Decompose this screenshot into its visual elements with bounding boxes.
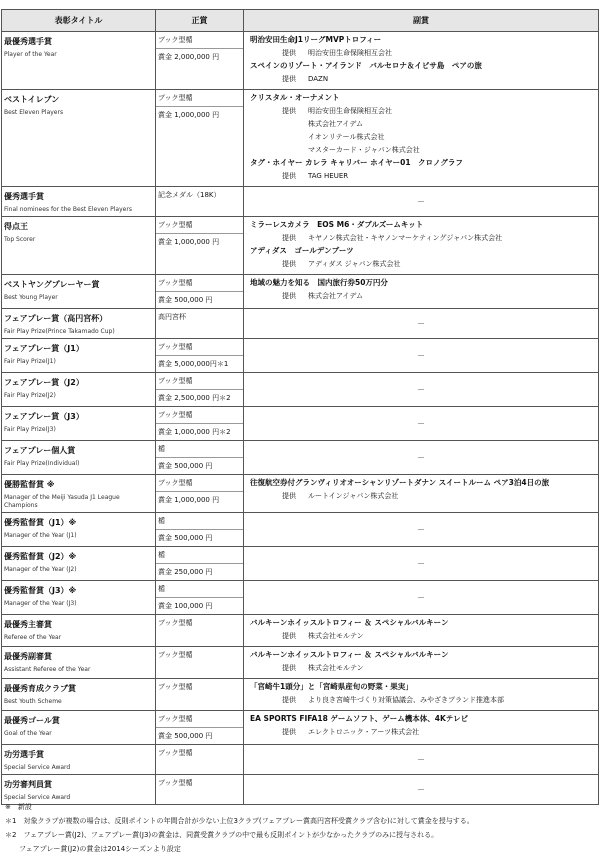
- sub-prize-sponsor-line: [250, 663, 594, 676]
- award-name: 得点王: [4, 222, 28, 231]
- sub-prize-cell: [244, 647, 599, 679]
- award-name: 優秀監督賞（J1）※: [4, 518, 77, 527]
- sponsor-name: アディダス ジャパン株式会社: [308, 260, 401, 268]
- sub-prize-item: バルキーンホイッスルトロフィー ＆ スペシャルバルキーン: [250, 618, 449, 627]
- no-sub-prize: －: [244, 513, 599, 547]
- award-english-name: Goal of the Year: [4, 730, 52, 737]
- award-row: [2, 679, 599, 711]
- sub-prize-sponsor-line: [250, 727, 594, 740]
- award-title-cell: [2, 275, 156, 309]
- award-name: フェアプレー賞（J3）: [4, 412, 84, 421]
- main-prize-line: ブック型楯: [158, 221, 193, 229]
- award-title-cell: [2, 407, 156, 441]
- award-title-cell: [2, 513, 156, 547]
- header-row: [2, 10, 599, 32]
- footnote-line: ※ 新設: [5, 803, 32, 811]
- sponsor-label: 提供: [282, 728, 296, 736]
- award-row: [2, 711, 599, 745]
- award-english-name: Manager of the Year (J1): [4, 532, 77, 539]
- main-prize-line: 楯: [158, 517, 165, 525]
- sub-prize-item: EA SPORTS FIFA18 ゲームソフト、ゲーム機本体、4Kテレビ: [250, 714, 469, 723]
- main-prize-line: 賞金 500,000 円: [156, 727, 243, 744]
- main-prize-cell: [156, 513, 244, 547]
- main-prize-line: 楯: [158, 445, 165, 453]
- sponsor-name: 株式会社モルテン: [308, 632, 364, 640]
- main-prize-cell: [156, 217, 244, 275]
- main-prize-line: 記念メダル（18K）: [158, 191, 221, 199]
- sponsor-name: TAG HEUER: [308, 172, 349, 180]
- main-prize-line: 賞金 500,000 円: [156, 457, 243, 474]
- award-title-cell: [2, 90, 156, 187]
- main-prize-line: 賞金 500,000 円: [156, 529, 243, 546]
- sponsor-label: 提供: [282, 75, 296, 83]
- main-prize-cell: [156, 90, 244, 187]
- header-main-prize: 正賞: [156, 10, 244, 32]
- no-sub-prize: －: [244, 187, 599, 217]
- no-sub-prize: －: [244, 547, 599, 581]
- award-title-cell: [2, 441, 156, 475]
- award-row: [2, 90, 599, 187]
- award-english-name: Manager of the Year (J2): [4, 566, 77, 573]
- sub-prize-item: ミラーレスカメラ EOS M6・ダブルズームキット: [250, 220, 424, 229]
- award-row: [2, 32, 599, 90]
- award-row: [2, 745, 599, 775]
- award-row: [2, 187, 599, 217]
- main-prize-line: ブック型楯: [158, 683, 193, 691]
- sub-prize-cell: [244, 615, 599, 647]
- no-sub-prize: －: [244, 775, 599, 805]
- sub-prize-item: 地域の魅力を知る 国内旅行券50万円分: [250, 278, 388, 287]
- award-name: フェアプレー賞（高円宮杯）: [4, 314, 108, 323]
- main-prize-cell: [156, 187, 244, 217]
- main-prize-cell: [156, 615, 244, 647]
- award-title-cell: [2, 373, 156, 407]
- award-english-name: Best Eleven Players: [4, 109, 64, 116]
- main-prize-line: 賞金 1,000,000 円: [156, 491, 243, 508]
- award-row: [2, 581, 599, 615]
- award-name: フェアプレー個人賞: [4, 446, 76, 455]
- award-title-cell: [2, 339, 156, 373]
- no-sub-prize: －: [244, 407, 599, 441]
- footnote-line: ＊1 対象クラブが複数の場合は、反則ポイントの年間合計が少ない上位3クラブ(フェアプレー賞高円宮杯受賞クラブ含む)に対して賞金を授与する。: [5, 817, 474, 825]
- award-name: 最優秀主審賞: [4, 620, 52, 629]
- awards-body: [2, 32, 599, 805]
- sponsor-name: エレクトロニック・アーツ株式会社: [308, 728, 420, 736]
- sponsor-name: 株式会社モルテン: [308, 664, 364, 672]
- sub-prize-sponsor-line: [250, 145, 594, 158]
- sponsor-name: イオンリテール株式会社: [308, 133, 385, 141]
- main-prize-cell: [156, 407, 244, 441]
- sub-prize-cell: [244, 711, 599, 745]
- main-prize-line: ブック型楯: [158, 36, 193, 44]
- sub-prize-item: タグ・ホイヤー カレラ キャリバー ホイヤー01 クロノグラフ: [250, 158, 463, 167]
- sponsor-name: 明治安田生命保険相互会社: [308, 107, 392, 115]
- award-title-cell: [2, 647, 156, 679]
- sponsor-name: 株式会社アイデム: [308, 120, 364, 128]
- award-english-name: Fair Play Prize(J1): [4, 358, 56, 365]
- award-title-cell: [2, 615, 156, 647]
- sub-prize-cell: [244, 32, 599, 90]
- sponsor-label: 提供: [282, 292, 296, 300]
- award-name: 功労審判員賞: [4, 780, 52, 789]
- award-row: [2, 475, 599, 513]
- award-name: 最優秀選手賞: [4, 37, 52, 46]
- award-name: フェアプレー賞（J2）: [4, 378, 84, 387]
- main-prize-line: 賞金 100,000 円: [156, 597, 243, 614]
- sponsor-name: ルートインジャパン株式会社: [308, 492, 399, 500]
- award-name: 最優秀ゴール賞: [4, 716, 60, 725]
- award-row: [2, 275, 599, 309]
- main-prize-line: 賞金 5,000,000円＊1: [156, 355, 243, 372]
- sub-prize-sponsor-line: [250, 259, 594, 272]
- award-name: 最優秀副審賞: [4, 652, 52, 661]
- award-english-name: Player of the Year: [4, 51, 57, 58]
- award-english-name: Fair Play Prize(Prince Takamado Cup): [4, 328, 115, 335]
- award-row: [2, 647, 599, 679]
- main-prize-cell: [156, 475, 244, 513]
- main-prize-line: 楯: [158, 551, 165, 559]
- sponsor-label: 提供: [282, 632, 296, 640]
- award-english-name: Final nominees for the Best Eleven Players: [4, 206, 132, 213]
- sub-prize-item: バルキーンホイッスルトロフィー ＆ スペシャルバルキーン: [250, 650, 449, 659]
- sub-prize-sponsor-line: [250, 291, 594, 304]
- main-prize-line: 賞金 1,000,000 円＊2: [156, 423, 243, 440]
- sub-prize-sponsor-line: [250, 48, 594, 61]
- award-english-name: Fair Play Prize(J3): [4, 426, 56, 433]
- sponsor-label: 提供: [282, 664, 296, 672]
- sponsor-label: 提供: [282, 260, 296, 268]
- award-row: [2, 373, 599, 407]
- header-title: 表彰タイトル: [2, 10, 156, 32]
- main-prize-cell: [156, 275, 244, 309]
- sub-prize-cell: [244, 217, 599, 275]
- award-english-name: Best Youth Scheme: [4, 698, 62, 705]
- header-sub-prize: 副賞: [244, 10, 599, 32]
- main-prize-line: 賞金 500,000 円: [156, 291, 243, 308]
- award-english-name: Manager of the Meiji Yasuda J1 League Champions: [4, 494, 120, 509]
- main-prize-cell: [156, 547, 244, 581]
- award-title-cell: [2, 711, 156, 745]
- sub-prize-cell: [244, 679, 599, 711]
- main-prize-line: ブック型楯: [158, 279, 193, 287]
- footnote-line: フェアプレー賞(J2)の賞金は2014シーズンより設定: [5, 845, 181, 853]
- award-english-name: Referee of the Year: [4, 634, 62, 641]
- award-row: [2, 513, 599, 547]
- sponsor-name: より良き宮崎牛づくり対策協議会、みやざきブランド推進本部: [308, 696, 504, 704]
- sponsor-name: キヤノン株式会社・キヤノンマーケティングジャパン株式会社: [308, 234, 503, 242]
- sub-prize-cell: [244, 275, 599, 309]
- main-prize-line: ブック型楯: [158, 343, 193, 351]
- award-row: [2, 615, 599, 647]
- award-title-cell: [2, 745, 156, 775]
- main-prize-line: ブック型楯: [158, 715, 193, 723]
- main-prize-cell: [156, 32, 244, 90]
- award-english-name: Special Service Award: [4, 794, 71, 801]
- award-name: フェアプレー賞（J1）: [4, 344, 84, 353]
- main-prize-line: ブック型楯: [158, 749, 193, 757]
- award-title-cell: [2, 309, 156, 339]
- sub-prize-sponsor-line: [250, 106, 594, 119]
- sponsor-name: マスターカード・ジャパン株式会社: [308, 146, 420, 154]
- award-title-cell: [2, 581, 156, 615]
- award-title-cell: [2, 679, 156, 711]
- main-prize-line: ブック型楯: [158, 779, 193, 787]
- award-row: [2, 217, 599, 275]
- award-english-name: Assistant Referee of the Year: [4, 666, 91, 673]
- sponsor-name: 株式会社アイデム: [308, 292, 364, 300]
- footnotes: [5, 800, 595, 856]
- main-prize-line: 賞金 2,500,000 円＊2: [156, 389, 243, 406]
- sub-prize-sponsor-line: [250, 491, 594, 504]
- award-name: 優秀選手賞: [4, 192, 44, 201]
- main-prize-cell: [156, 711, 244, 745]
- main-prize-cell: [156, 679, 244, 711]
- sponsor-label: 提供: [282, 107, 296, 115]
- sponsor-name: 明治安田生命保険相互会社: [308, 49, 392, 57]
- award-row: [2, 547, 599, 581]
- award-name: ベストヤングプレーヤー賞: [4, 280, 100, 289]
- sub-prize-sponsor-line: [250, 631, 594, 644]
- award-row: [2, 441, 599, 475]
- award-row: [2, 309, 599, 339]
- award-title-cell: [2, 32, 156, 90]
- sub-prize-cell: [244, 475, 599, 513]
- main-prize-cell: [156, 745, 244, 775]
- sub-prize-sponsor-line: [250, 74, 594, 87]
- award-title-cell: [2, 187, 156, 217]
- sponsor-name: DAZN: [308, 75, 329, 83]
- sub-prize-item: スペインのリゾート・アイランド バルセロナ＆イビサ島 ペアの旅: [250, 61, 482, 70]
- main-prize-cell: [156, 309, 244, 339]
- sponsor-label: 提供: [282, 696, 296, 704]
- main-prize-cell: [156, 339, 244, 373]
- sub-prize-item: クリスタル・オーナメント: [250, 93, 340, 102]
- sponsor-label: 提供: [282, 234, 296, 242]
- main-prize-line: 高円宮杯: [158, 313, 186, 321]
- award-english-name: Best Young Player: [4, 294, 58, 301]
- sub-prize-cell: [244, 90, 599, 187]
- award-title-cell: [2, 547, 156, 581]
- sub-prize-item: 往復航空券付グランヴィリオオーシャンリゾートダナン スイートルーム ペア3泊4日の旅: [250, 478, 550, 487]
- main-prize-line: ブック型楯: [158, 479, 193, 487]
- main-prize-line: ブック型楯: [158, 94, 193, 102]
- sponsor-label: 提供: [282, 49, 296, 57]
- footnote-line: ＊2 フェアプレー賞(J2)、フェアプレー賞(J3)の賞金は、同賞受賞クラブの中で最も反則ポイントが少なかったクラブのみに授与される。: [5, 831, 439, 839]
- no-sub-prize: －: [244, 339, 599, 373]
- sub-prize-sponsor-line: [250, 132, 594, 145]
- award-english-name: Top Scorer: [4, 236, 36, 243]
- award-name: 優勝監督賞 ※: [4, 480, 55, 489]
- no-sub-prize: －: [244, 309, 599, 339]
- main-prize-line: ブック型楯: [158, 377, 193, 385]
- no-sub-prize: －: [244, 373, 599, 407]
- award-name: 功労選手賞: [4, 750, 44, 759]
- main-prize-line: 賞金 1,000,000 円: [156, 233, 243, 250]
- main-prize-line: ブック型楯: [158, 411, 193, 419]
- sub-prize-sponsor-line: [250, 233, 594, 246]
- award-name: 優秀監督賞（J3）※: [4, 586, 77, 595]
- main-prize-line: ブック型楯: [158, 651, 193, 659]
- award-name: 最優秀育成クラブ賞: [4, 684, 76, 693]
- main-prize-line: 賞金 2,000,000 円: [156, 48, 243, 65]
- no-sub-prize: －: [244, 745, 599, 775]
- main-prize-cell: [156, 441, 244, 475]
- award-row: [2, 339, 599, 373]
- sponsor-label: 提供: [282, 172, 296, 180]
- sub-prize-sponsor-line: [250, 171, 594, 184]
- award-english-name: Fair Play Prize(J2): [4, 392, 56, 399]
- main-prize-cell: [156, 581, 244, 615]
- sub-prize-item: 明治安田生命J1リーグMVPトロフィー: [250, 35, 382, 44]
- awards-table: [1, 9, 599, 805]
- award-name: 優秀監督賞（J2）※: [4, 552, 77, 561]
- sub-prize-item: 「宮崎牛1頭分」と「宮崎県産旬の野菜・果実」: [250, 682, 413, 691]
- no-sub-prize: －: [244, 441, 599, 475]
- award-row: [2, 407, 599, 441]
- main-prize-line: ブック型楯: [158, 619, 193, 627]
- award-english-name: Special Service Award: [4, 764, 71, 771]
- main-prize-line: 賞金 250,000 円: [156, 563, 243, 580]
- no-sub-prize: －: [244, 581, 599, 615]
- sub-prize-item: アディダス ゴールデンブーツ: [250, 246, 354, 255]
- sub-prize-sponsor-line: [250, 695, 594, 708]
- main-prize-line: 楯: [158, 585, 165, 593]
- main-prize-cell: [156, 373, 244, 407]
- award-english-name: Fair Play Prize(Individual): [4, 460, 80, 467]
- sub-prize-sponsor-line: [250, 119, 594, 132]
- award-name: ベストイレブン: [4, 95, 60, 104]
- award-title-cell: [2, 475, 156, 513]
- sponsor-label: 提供: [282, 492, 296, 500]
- award-english-name: Manager of the Year (J3): [4, 600, 77, 607]
- main-prize-line: 賞金 1,000,000 円: [156, 106, 243, 123]
- award-title-cell: [2, 217, 156, 275]
- main-prize-cell: [156, 647, 244, 679]
